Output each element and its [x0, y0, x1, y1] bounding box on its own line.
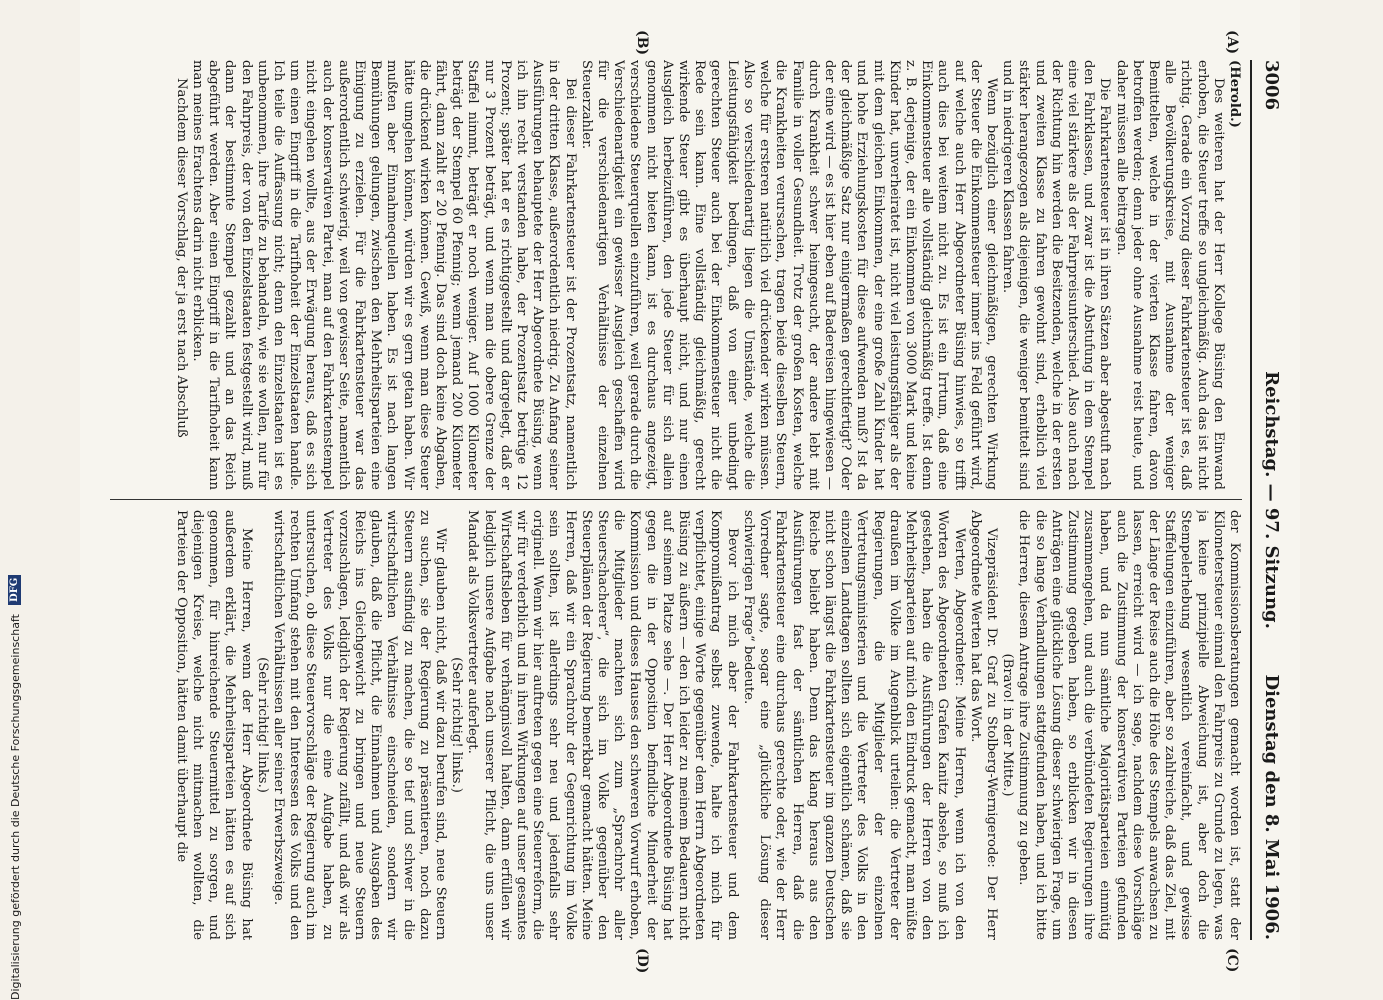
speaker-tag: (Herold.): [1227, 60, 1242, 128]
session-date: Dienstag den 8. Mai 1906.: [1261, 674, 1282, 940]
digitization-credit: [4, 0, 24, 1000]
applause-note: (Sehr richtig! links.): [449, 657, 465, 793]
paragraph: Wir glauben nicht, daß wir dazu berufen sind, neue Steuern zu suchen, sie der Regierung zu präsentieren, noch dazu Steuern ausfindig zu machen, die so tief und schwer in die wirtschaftlichen Verhältnisse einschneiden, sondern wir glauben, daß die Pflicht, die Einnahmen und Ausgaben des Reichs ins Gleichgewicht zu bringen und neue Steuern vorzuschlagen, lediglich der Regierung zufällt, und daß wir als Vertreter des Volks nur die eine Aufgabe haben, zu untersuchen, ob diese Steuervorschläge der Regierung auch im rechten Umfang stehen mit den Interessen des Volks und den wirtschaftlichen Verhältnissen aller seiner Erwerbszweige.: [271, 510, 449, 940]
paragraph: Bevor ich mich aber der Fahrkartensteuer und dem Kompromißantrag selbst zuwende, halte ich mich für verpflichtet, einige Worte gegenüber dem Herrn Abgeordneten Büsing zu äußern — den ich leider zu meinem Bedauern nicht auf seinem Platze sehe —. Der Herr Abgeordnete Büsing hat gegen die in der Opposition befindliche Minderheit der Kommission und dieses Hauses den schweren Vorwurf erhoben, die Mitglieder machten sich zum „Sprachrohr aller Steuerschacherer“, die sich im Volke gegenüber den Steuerplänen der Regierung bemerkbar gemacht hätten. Meine Herren, daß wir ein Sprachrohr der Gegenrichtung im Volke sein sollten, ist allerdings sehr neu und jedenfalls sehr originell. Wenn wir hier auftreten gegen eine Steuerreform, die wir für verderblich und in ihren Wirkungen auf unser gesamtes Wirtschaftsleben für verhängnisvoll halten, dann erfüllen wir lediglich unsere Aufgabe nach unserer Pflicht, die uns unser Mandat als Volksvertreter auferlegt.: [465, 510, 740, 940]
page-header: [1256, 60, 1282, 940]
applause-note: (Bravo! in der Mitte.): [1000, 653, 1016, 797]
running-title: Reichstag. — 97. Sitzung.: [1261, 371, 1282, 629]
president-line: Vizepräsident Dr. Graf zu Stolberg-Wernigerode: Der Herr Abgeordnete Werten hat das Wort.: [967, 510, 999, 940]
margin-letter-a: (A): [1224, 30, 1240, 55]
paragraph: Des weiteren hat der Herr Kollege Büsing den Einwand erhoben, die Steuer treffe so ungleichmäßig. Auch das ist nicht richtig. Gerade ein Vorzug dieser Fahrkartensteuer ist es, daß alle Bevölkerungskreise, mit Ausnahme der weniger Bemittelten, welche in der vierten Klasse fahren, davon betroffen werden; denn jeder ohne Ausnahme reist heute, und daher müssen alle beitragen.: [1113, 60, 1226, 490]
margin-letter-b: (B): [634, 30, 650, 56]
left-column: [110, 60, 1242, 490]
paragraph: Nachdem dieser Vorschlag, der ja erst nach Abschluß: [173, 78, 189, 438]
paragraph: Die Fahrkartensteuer ist in ihren Sätzen aber abgestuft nach den Fahrklassen, und zwar ist die Abstufung in dem Stempel eine viel stärkere als der Fahrpreisunterschied. Also auch nach der Richtung hin werden die Besitzenden, welche in der ersten und zweiten Klasse zu fahren gewohnt sind, erheblich viel stärker herangezogen als diejenigen, die weniger bemittelt sind und in niedrigeren Klassen fahren.: [1000, 60, 1113, 490]
document-page: [80, 0, 1300, 1000]
paragraph: Wenn bezüglich einer gleichmäßigen, gerechten Wirkung der Steuer die Einkommensteuer immer ins Feld geführt wird, auf welche auch Herr Abgeordneter Büsing hinwies, so trifft auch dies bei weitem nicht zu. Es ist ein Irrtum, daß eine Einkommensteuer alle vollständig gleichmäßig treffe. Ist denn z. B. derjenige, der ein Einkommen von 3000 Mark und keine Kinder hat, unverheiratet ist, nicht viel leistungsfähiger als der mit dem gleichen Einkommen, der eine große Zahl Kinder hat und hohe Erziehungskosten für diese aufwenden muß? Ist da der gleichmäßige Satz nur einigermaßen gerechtfertigt? Oder der eine wird — es ist hier eben auf Badereisen hingewiesen — durch Krankheit schwer heimgesucht, der andere lebt mit Familie in voller Gesundheit. Trotz der großen Kosten, welche die Krankheiten verursachen, tragen beide dieselben Steuern, welche für ersteren natürlich viel drückender wirken müssen. Also so verschiedenartig liegen die Umstände, welche die Leistungsfähigkeit bedingen, daß von einer unbedingt gerechten Steuer auch bei der Einkommensteuer nicht die Rede sein kann. Eine vollständig gleichmäßig, gerecht wirkende Steuer gibt es überhaupt nicht, und nur einen Ausgleich herbeizuführen, den jede Steuer für sich allein genommen nicht bieten kann, ist es durchaus angezeigt, verschiedene Steuerquellen einzuführen, weil gerade durch die Verschiedenartigkeit ein gewisser Ausgleich geschaffen wird für die verschiedenartigen Verhältnisse der einzelnen Steuerzahler.: [578, 60, 999, 490]
margin-letter-d: (D): [634, 948, 650, 974]
page-number: 3006: [1261, 60, 1282, 111]
paragraph: der Kommissionsberatungen gemacht worden ist, statt der Kilometersteuer einmal den Fahrpreis zu Grunde zu legen, was ja keine prinzipielle Abweichung ist, aber doch die Stempelerhebung wesentlich vereinfacht, und gewisse Staffelungen einzuführen, aber so zahlreiche, daß das Ziel, mit der Länge der Reise auch die Höhe des Stempels anwachsen zu lassen, erreicht wird — ich sage, nachdem diese Vorschläge auch die Zustimmung der konservativen Parteien gefunden haben, und da nun sämtliche Majoritätsparteien einmütig zusammengehen, und auch die verbündeten Regierungen ihre Zustimmung gegeben haben, so erblicken wir in diesen Anträgen eine glückliche Lösung dieser schwierigen Frage, um die so lange Verhandlungen stattgefunden haben, und ich bitte die Herren, diesem Antrage ihre Zustimmung zu geben.: [1016, 510, 1242, 940]
right-column: [110, 510, 1242, 940]
margin-letter-c: (C): [1224, 948, 1240, 973]
header-rule: [1250, 60, 1252, 940]
paragraph: Bei dieser Fahrkartensteuer ist der Prozentsatz, namentlich in der dritten Klasse, außerordentlich niedrig. Zu Anfang seiner Ausführungen behauptete der Herr Abgeordnete Büsing, wenn ich ihn recht verstanden habe, der Prozentsatz betrüge 12 Prozent; später hat er es richtiggestellt und dargelegt, daß er nur 3 Prozent beträgt, und wenn man die obere Grenze der Staffel nimmt, beträgt er noch weniger. Auf 1000 Kilometer beträgt der Stempel 60 Pfennig; wenn jemand 200 Kilometer fährt, dann zahlt er 20 Pfennig. Das sind doch keine Abgaben, die drückend wirken können. Gewiß, wenn man diese Steuer hätte umgehen können, würden wir es gern getan haben. Wir mußten aber Einnahmequellen haben. Es ist nach langen Bemühungen gelungen, zwischen den Mehrheitsparteien eine Einigung zu erzielen. Für die Fahrkartensteuer war das außerordentlich schwierig, weil von gewisser Seite, namentlich auch der konservativen Partei, man auf den Fahrkartenstempel nicht eingehen wollte, aus der Erwägung heraus, daß es sich um einen Eingriff in die Tarifhoheit der Einzelstaaten handle. Ich teile die Auffassung nicht; denn den Einzelstaaten ist es unbenommen, ihre Tarife zu behandeln, wie sie wollen, nur für den Fahrpreis, der von den Einzelstaaten festgestellt wird, muß dann der bestimmte Stempel gezahlt und an das Reich abgeführt werden. Aber einen Eingriff in die Tarifhoheit kann man meines Erachtens darin nicht erblicken.: [190, 60, 578, 490]
paragraph: Meine Herren, wenn der Herr Abgeordnete Büsing hat außerdem erklärt, die Mehrheitsparteien hätten es auf sich genommen, für hinreichende Steuermittel zu sorgen, und diejenigen Kreise, welche nicht mitmachen wollten, die Parteien der Opposition, hätten damit überhaupt die: [173, 510, 254, 940]
credit-text: Digitalisierung gefördert durch die Deutsche Forschungsgemeinschaft: [9, 614, 22, 1000]
applause-note: (Sehr richtig! links.): [254, 657, 270, 793]
column-divider: [110, 499, 1242, 500]
paragraph: Werten, Abgeordneter: Meine Herren, wenn ich von den Worten des Abgeordneten Grafen Kanitz absehe, so muß ich gestehen, haben die Ausführungen der Herren von den Mehrheitsparteien auf mich den Eindruck gemacht, man müßte draußen im Volke im Augenblick urteilen: die Vertreter der Regierungen, die Mitglieder der einzelnen Vertretungsministerien und die Vertreter des Volks in den einzelnen Landtagen sollten sich eigentlich schämen, daß sie nicht schon längst die Fahrkartensteuer im ganzen Deutschen Reiche beliebt haben. Denn das klang heraus aus den Ausführungen fast der sämtlichen Herren, daß die Fahrkartensteuer eine durchaus gerechte oder, wie der Herr Vorredner sagte, sogar eine „glückliche Lösung dieser schwierigen Frage“ bedeute.: [740, 510, 967, 940]
dfg-logo: DFG: [8, 575, 21, 605]
